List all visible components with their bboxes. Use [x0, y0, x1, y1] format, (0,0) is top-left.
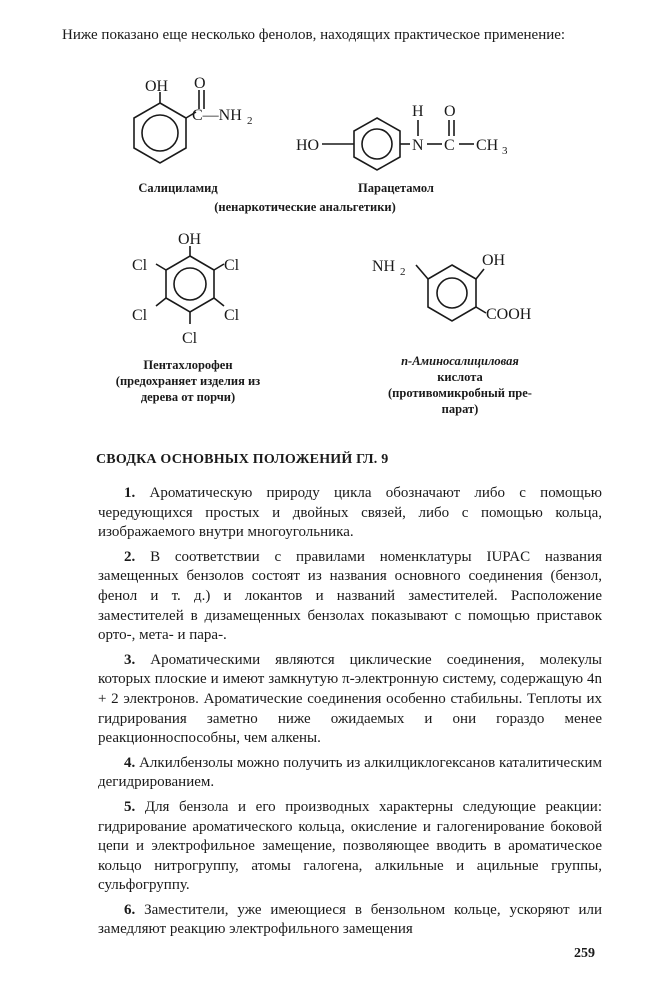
- item-text: Ароматическую природу цикла обозначают либо с помощью чередующихся простых и двойных связей, либо с помощью кольца, изображаемого внутри многоугольника.: [98, 485, 603, 541]
- cl-label-bottom-left: Cl: [132, 307, 148, 324]
- oxygen-label: O: [444, 103, 456, 120]
- item-text: Заместители, уже имеющиеся в бензольном кольце, ускоряют или замедляют реакцию электрофильного замещения: [98, 901, 603, 938]
- h-label: H: [412, 103, 424, 120]
- c-label: C: [444, 137, 455, 154]
- summary-item: [98, 548, 602, 646]
- oh-label: OH: [178, 231, 202, 248]
- name-line-3: дерева от порчи): [140, 390, 236, 404]
- nh2-label: NH: [372, 258, 396, 275]
- item-number: 3.: [124, 651, 136, 668]
- analgesics-group-caption: (ненаркотические анальгетики): [214, 200, 396, 214]
- benzene-ring: [428, 265, 476, 321]
- ho-label: HO: [296, 137, 320, 154]
- item-number: 1.: [124, 485, 136, 501]
- aminosalicylic-acid-structure: [368, 245, 558, 335]
- aromatic-circle: [362, 129, 392, 159]
- cl-label-bottom-right: Cl: [224, 307, 240, 324]
- subscript-2: 2: [247, 115, 253, 127]
- intro-paragraph: Ниже показано еще несколько фенолов, находящих практическое применение:: [62, 27, 566, 43]
- salicylamide-name: Салициламид: [138, 181, 218, 195]
- summary-list: [98, 484, 602, 945]
- cl-label-bottom: Cl: [182, 330, 198, 347]
- aromatic-circle: [142, 115, 178, 151]
- item-number: 6.: [124, 901, 136, 918]
- cooh-label: COOH: [486, 306, 532, 323]
- summary-item: [98, 651, 602, 749]
- pentachlorophenol-name: [88, 357, 288, 405]
- item-number: 4.: [124, 754, 136, 771]
- amide-label: C—NH: [192, 107, 242, 124]
- paracetamol-structure: [292, 96, 532, 186]
- name-line-2: кислота: [437, 370, 483, 384]
- name-line-1: Пентахлорофен: [143, 358, 233, 372]
- cl-label-top-left: Cl: [132, 257, 148, 274]
- name-line-3: (противомикробный пре-: [388, 386, 532, 400]
- item-text: Алкилбензолы можно получить из алкилциклогексанов каталитическим дегидрированием.: [98, 754, 603, 791]
- oxygen-label: O: [194, 75, 206, 92]
- summary-item: [98, 901, 602, 940]
- aminosalicylic-acid-name: [360, 353, 560, 417]
- pentachlorophenol-structure: [120, 228, 260, 353]
- summary-item: [98, 754, 602, 793]
- summary-item: [98, 798, 602, 896]
- aromatic-circle: [174, 268, 206, 300]
- oh-label: OH: [482, 252, 506, 269]
- aromatic-circle: [437, 278, 467, 308]
- item-text: Ароматическими являются циклические соединения, молекулы которых плоские и имеют замкнутую π-электронную систему, содержащую 4n + 2 электронов. Ароматические соединения особенно стабильны. Теплоты их гидрирования заметно ниже ожидаемых и они гораздо менее реакционноспособны, чем алкены.: [98, 651, 603, 747]
- oh-label: OH: [145, 78, 169, 95]
- item-number: 5.: [124, 798, 136, 815]
- page-number: 259: [574, 946, 595, 961]
- name-line-4: парат): [441, 402, 479, 416]
- section-heading: СВОДКА ОСНОВНЫХ ПОЛОЖЕНИЙ ГЛ. 9: [96, 452, 389, 467]
- item-text: Для бензола и его производных характерны следующие реакции: гидрирование ароматического кольца, окисление и галогенирование боковой цепи и электрофильное замещение, позволяющее вводить в ароматическое кольцо нитрогруппу, атомы галогена, алкильные и ацильные группы, сульфогруппу.: [98, 798, 602, 894]
- subscript-2: 2: [400, 266, 406, 278]
- salicylamide-structure: [110, 75, 290, 188]
- item-number: 2.: [124, 548, 136, 565]
- benzene-ring: [354, 118, 400, 170]
- name-line-1: п-Аминосалициловая: [401, 354, 519, 368]
- subscript-3: 3: [502, 145, 508, 157]
- n-label: N: [412, 137, 424, 154]
- ch3-label: CH: [476, 137, 499, 154]
- item-text: В соответствии с правилами номенклатуры IUPAC названия замещенных бензолов состоят из названия основного соединения (бензол, фенол и т. д.) и локантов и названий заместителей. Расположение заместителей в дизамещенных бензолах показывают с помощью приставок орто-, мета- и пара-.: [98, 548, 603, 644]
- summary-item: [98, 484, 602, 543]
- paracetamol-name: Парацетамол: [358, 181, 434, 195]
- benzene-ring: [166, 256, 214, 312]
- name-line-2: (предохраняет изделия из: [115, 374, 261, 388]
- cl-label-top-right: Cl: [224, 257, 240, 274]
